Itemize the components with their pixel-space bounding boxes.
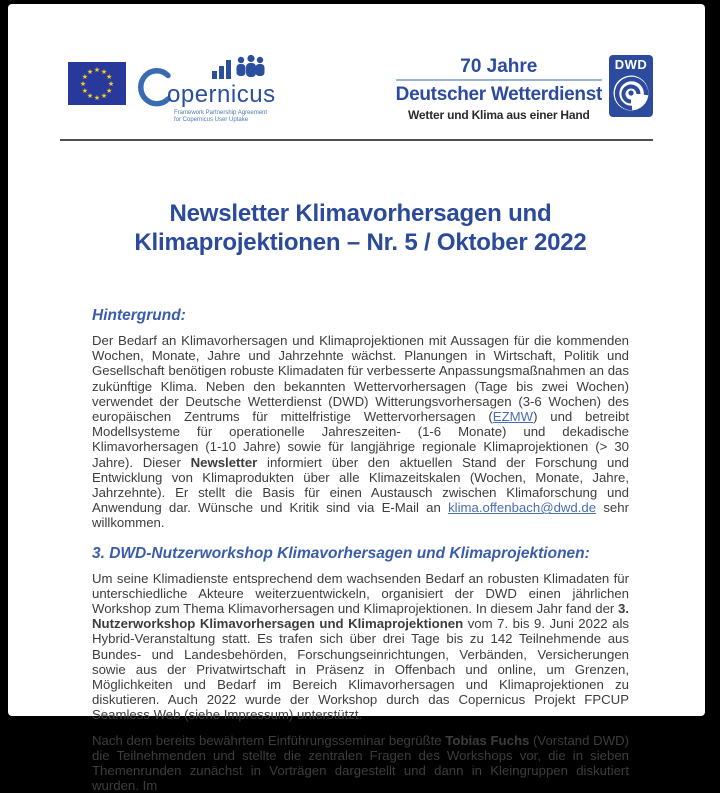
dwd-spiral-icon <box>611 72 651 114</box>
copernicus-tagline-line1: Framework Partnership Agreement <box>174 110 268 116</box>
dwd-slogan: Wetter und Klima aus einer Hand <box>408 108 590 122</box>
svg-text:★: ★ <box>93 95 101 102</box>
svg-text:★: ★ <box>100 93 108 101</box>
svg-text:★: ★ <box>81 88 89 95</box>
text-run: (Vorstand DWD) die Teilnehmenden und stellte die zentralen Fragen des Workshops vor, die in sieben Themenrunden zunächst in Vorträgen dargestellt und dann in Kleingruppen diskutiert wurden. Im <box>92 732 630 793</box>
dwd-logo <box>609 55 653 117</box>
text-run: Nach dem bereits bewährtem Einführungsseminar begrüßte <box>92 732 446 748</box>
svg-text:★: ★ <box>86 68 94 76</box>
header-divider <box>60 139 653 141</box>
svg-text:★: ★ <box>105 74 113 81</box>
copernicus-tagline-line2: for Copernicus User Uptake <box>174 117 249 123</box>
svg-text:★: ★ <box>79 81 87 88</box>
header-left-logos <box>68 52 276 124</box>
section-heading-2: 3. DWD-Nutzerworkshop Klimavorhersagen und Klimaprojektionen: <box>92 544 590 562</box>
svg-text:★: ★ <box>93 67 101 74</box>
newsletter-page <box>8 4 705 793</box>
paragraph <box>92 333 629 531</box>
text-run: vom 7. bis 9. Juni 2022 als Hybrid-Veranstaltung statt. Es trafen sich über drei Tage bis zu 142 Teilnehmende aus Bundes- und Landesbehörden, Forschungseinrichtungen, Verbänden, Versicherungen sowie aus der Privatwirtschaft in Präsenz in Offenbach und online, um Grenzen, Möglichkeiten und Bedarf im Bereich Klimavorhersagen und Klimaprojektionen zu diskutieren. Auch 2022 wurde der Workshop durch das Copernicus Projekt FPCUP Seamless Web (siehe Impressum) unterstützt. <box>92 616 629 723</box>
dwd-anniversary: 70 Jahre <box>460 56 538 77</box>
eu-flag-icon <box>68 62 126 105</box>
eu-flag-stars <box>80 66 114 102</box>
copernicus-chart-people-icon <box>210 55 276 81</box>
dwd-logo-text: DWD <box>614 57 648 72</box>
dwd-text-block <box>396 56 602 124</box>
text-run: ) und betreibt Modellsysteme für operationelle Jahreszeiten- (1-6 Monate) und dekadische Klimavorhersagen (1-10 Jahre) sowie für langjährige regionale Klimaprojektionen (> 30 Jahre). Dieser <box>92 409 630 470</box>
bold-text-run: 3. Nutzerworkshop Klimavorhersagen und Klimaprojektionen <box>92 601 629 632</box>
paragraph <box>92 571 629 723</box>
copernicus-wordmark-text: opernicus <box>167 81 276 108</box>
bold-text-run: Newsletter <box>190 454 258 470</box>
newsletter-title: Newsletter Klimavorhersagen und Klimaprojektionen – Nr. 5 / Oktober 2022 <box>134 200 587 256</box>
link-email[interactable]: klima.offenbach@dwd.de <box>448 500 597 516</box>
copernicus-tagline <box>174 110 276 124</box>
text-run: Um seine Klimadienste entsprechend dem wachsenden Bedarf an robusten Klimadaten für unterschiedliche Akteure weiterzuentwickeln, organisiert der DWD einen jährlichen Workshop zum Thema Klimavorhersagen und Klimaprojektionen. In diesem Jahr fand der <box>92 570 629 617</box>
dwd-underline <box>396 79 602 81</box>
section-heading-1: Hintergrund: <box>92 307 186 324</box>
svg-text:★: ★ <box>86 93 94 101</box>
paragraph <box>92 733 629 793</box>
copernicus-logo <box>138 55 276 124</box>
svg-text:★: ★ <box>100 68 108 76</box>
svg-text:★: ★ <box>81 74 89 81</box>
svg-text:★: ★ <box>107 81 115 88</box>
bold-text-run: Tobias Fuchs <box>445 732 530 748</box>
sections <box>92 307 629 793</box>
header-right-logos <box>396 55 653 124</box>
dwd-name: Deutscher Wetterdienst <box>395 84 602 105</box>
text-run: sehr willkommen. <box>92 500 629 531</box>
svg-text:★: ★ <box>105 88 113 95</box>
link-ezmw[interactable]: EZMW <box>492 409 534 425</box>
header <box>8 4 705 124</box>
text-run: informiert über den aktuellen Stand der Forschung und Entwicklung von Klimaprodukten über alle Klimazeitskalen (Wochen, Monate, Jahre, Jahrzehnte). Er stellt die Basis für einen Austausch zwischen Klimaforschung und Anwendung dar. Wünsche und Kritik sind via E-Mail an <box>92 454 629 516</box>
text-run: Der Bedarf an Klimavorhersagen und Klimaprojektionen mit Aussagen für die kommenden Wochen, Monate, Jahre und Jahrzehnte wächst. Planungen in Wirtschaft, Politik und Gesellschaft benötigen robuste Klimadaten für verbesserte Anpassungsmaßnahmen an das zukünftige Klima. Neben den bekannten Wettervorhersagen (Tage bis zwei Wochen) verwendet der Deutsche Wetterdienst (DWD) Witterungsvorhersagen (3-6 Wochen) des europäischen Zentrums für mittelfristige Wettervorhersagen ( <box>92 333 629 425</box>
